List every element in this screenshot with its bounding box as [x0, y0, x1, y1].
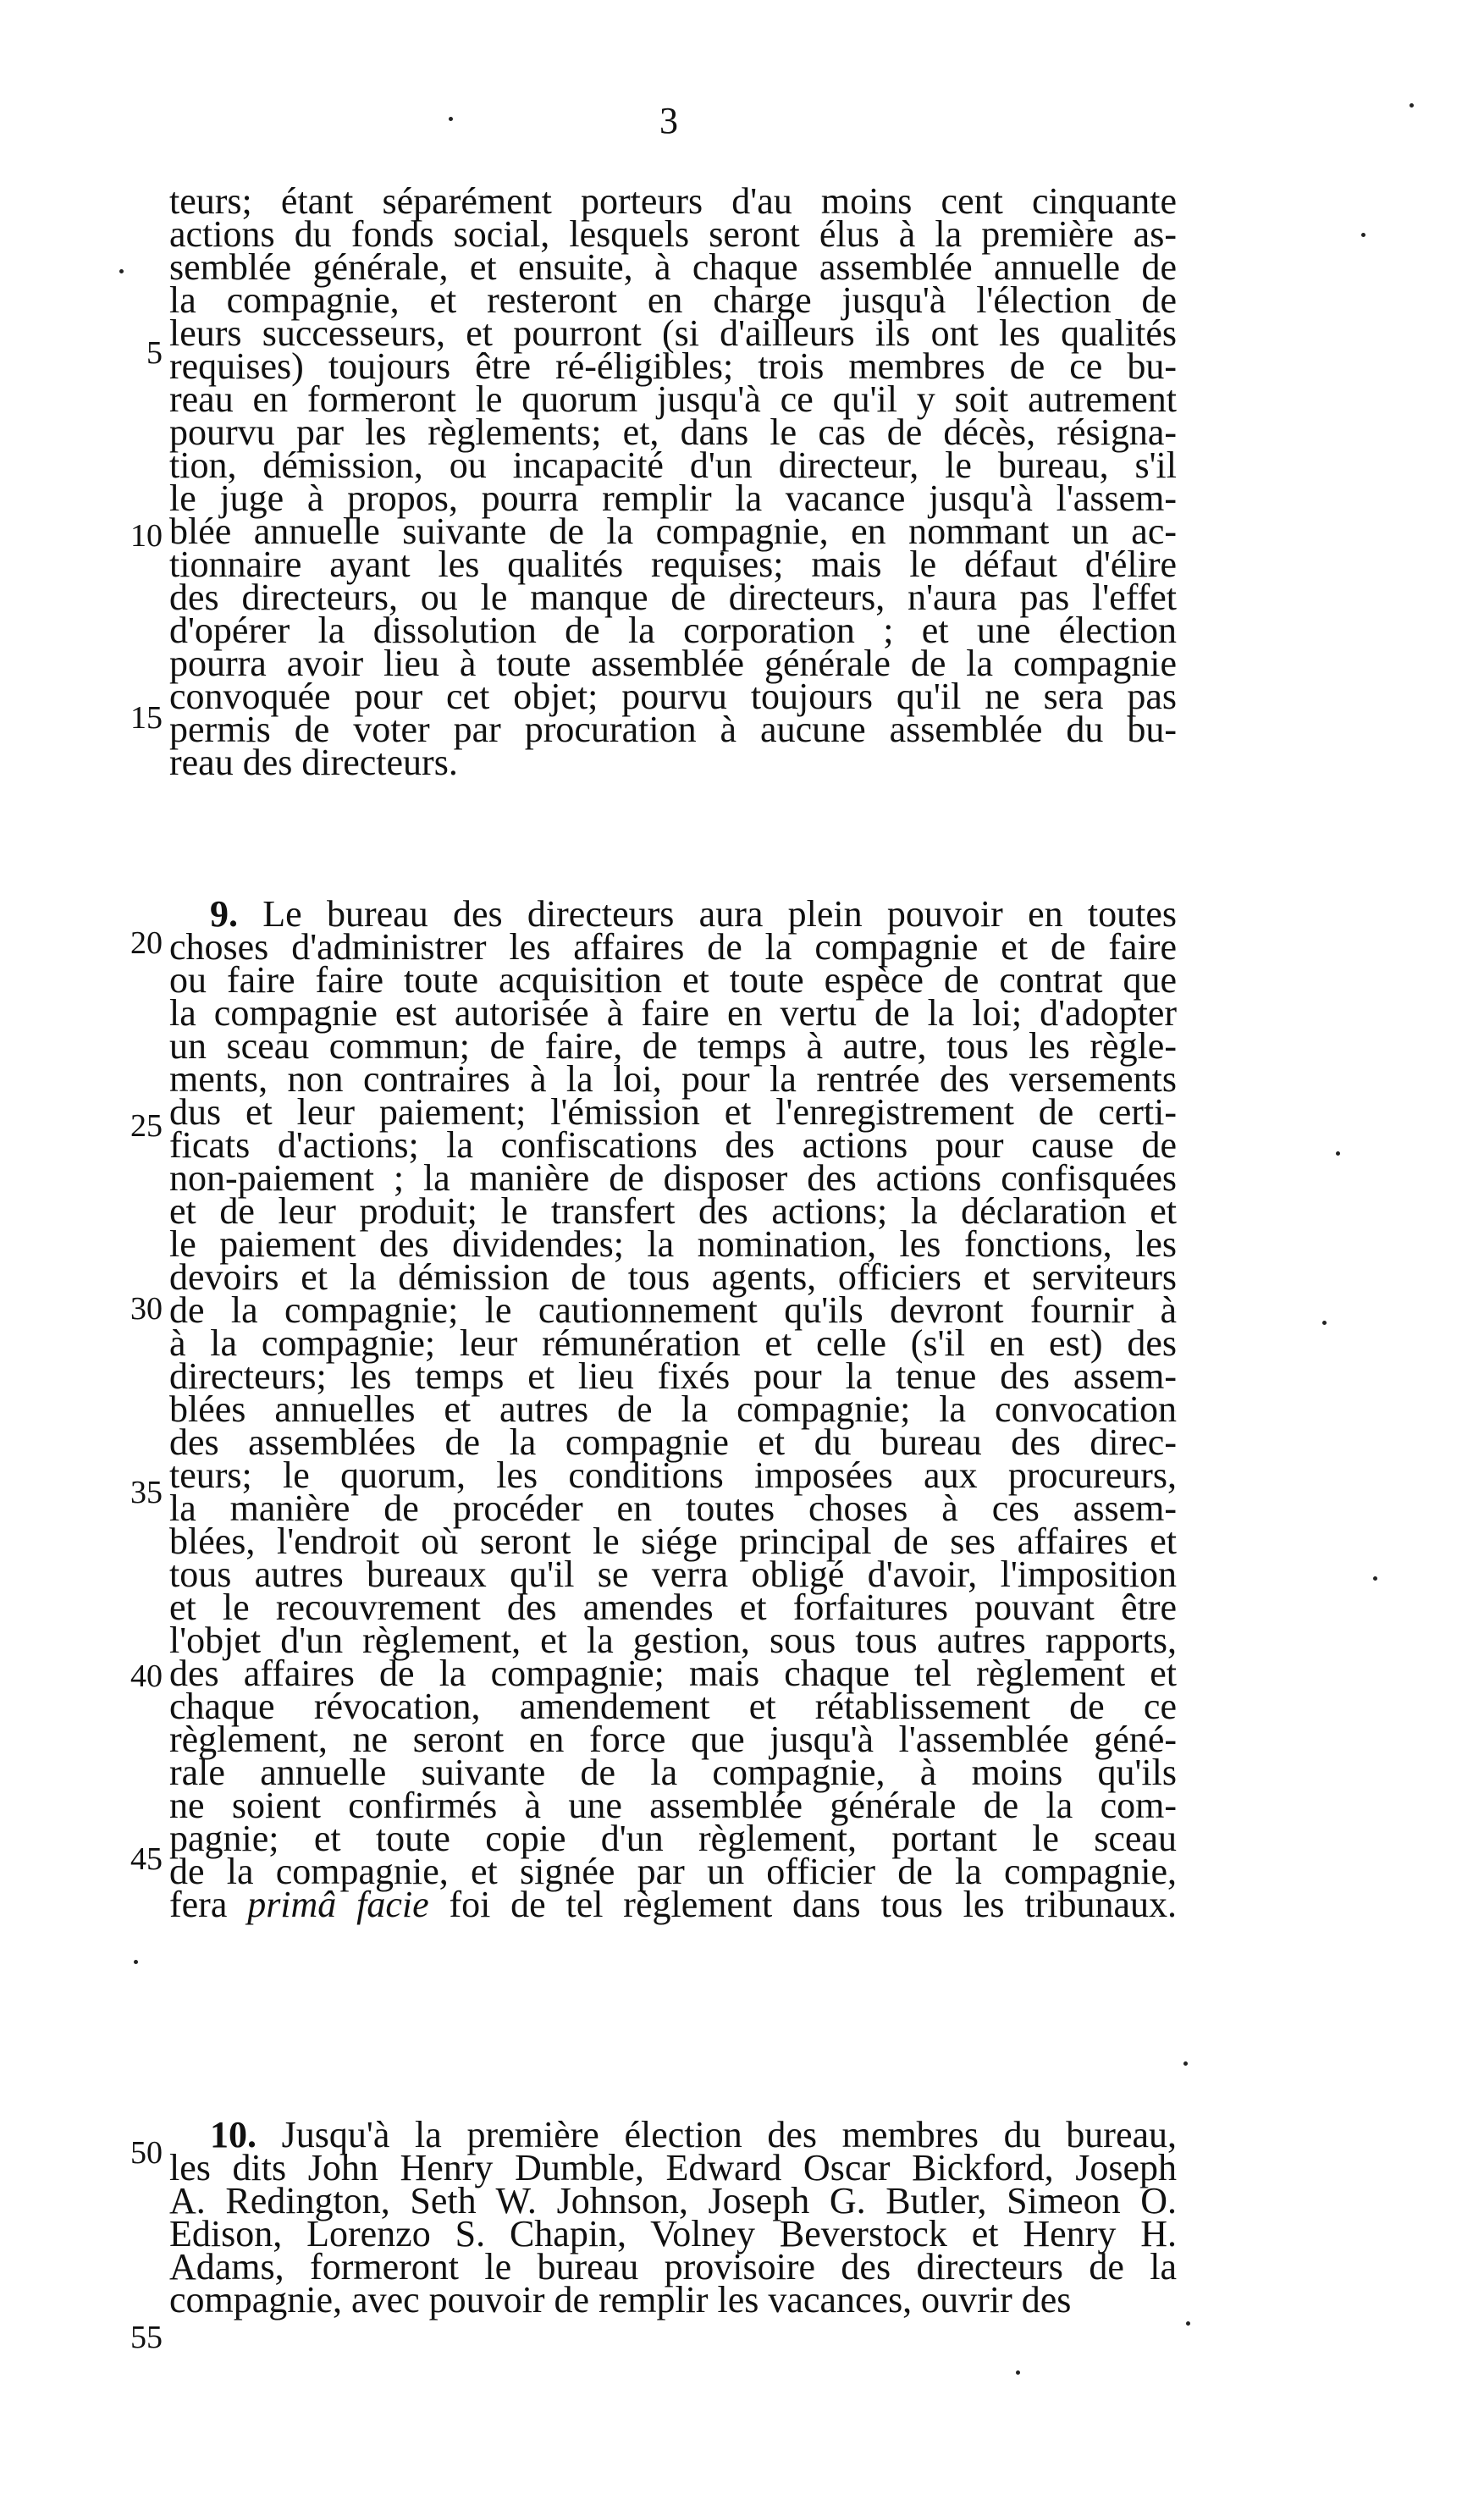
text-line: les dits John Henry Dumble, Edward Oscar Bickford, Joseph [169, 2147, 1177, 2188]
scan-speck [1410, 103, 1414, 108]
text-line: dus et leur paiement; l'émission et l'enregistrement de certi- [169, 1091, 1177, 1133]
text-line: blée annuelle suivante de la compagnie, en nommant un ac- [169, 510, 1177, 552]
scan-speck [119, 269, 124, 273]
line-number: 25 [130, 1108, 163, 1144]
text-line: Edison, Lorenzo S. Chapin, Volney Beverstock et Henry H. [169, 2213, 1177, 2254]
text-line: l'objet d'un règlement, et la gestion, sous tous autres rapports, [169, 1620, 1177, 1661]
line-text: foi de tel règlement dans tous les tribunaux. [428, 1884, 1177, 1925]
text-line: la compagnie est autorisée à faire en vertu de la loi; d'adopter [169, 992, 1177, 1034]
text-line: choses d'administrer les affaires de la compagnie et de faire [169, 926, 1177, 968]
text-line: ments, non contraires à la loi, pour la rentrée des versements [169, 1058, 1177, 1100]
line-number: 40 [130, 1658, 163, 1694]
text-line: blées, l'endroit où seront le siége principal de ses affaires et [169, 1520, 1177, 1562]
text-line: Adams, formeront le bureau provisoire des directeurs de la [169, 2246, 1177, 2287]
line-number: 15 [130, 700, 163, 736]
scan-speck [1373, 1576, 1377, 1581]
text-line: ou faire faire toute acquisition et toute espèce de contrat que [169, 959, 1177, 1001]
line-number: 5 [146, 335, 163, 371]
paragraph-section-9 [169, 893, 1178, 1925]
page-number: 3 [659, 100, 678, 141]
text-line: de la compagnie, et signée par un officier de la compagnie, [169, 1851, 1177, 1892]
text-line: chaque révocation, amendement et rétablissement de ce [169, 1686, 1177, 1727]
section-number: 9. [210, 893, 238, 935]
text-line: reau en formeront le quorum jusqu'à ce qu'il y soit autrement [169, 378, 1177, 420]
text-line: actions du fonds social, lesquels seront élus à la première as- [169, 213, 1177, 255]
text-line: d'opérer la dissolution de la corporation ; et une élection [169, 610, 1177, 651]
scan-speck [1322, 1321, 1327, 1325]
line-text: fera [169, 1884, 248, 1925]
scan-speck [1183, 2061, 1188, 2066]
text-line: le juge à propos, pourra remplir la vacance jusqu'à l'assem- [169, 477, 1177, 519]
text-line: pagnie; et toute copie d'un règlement, portant le sceau [169, 1818, 1177, 1859]
text-line: des affaires de la compagnie; mais chaque tel règlement et [169, 1653, 1177, 1694]
text-line: rale annuelle suivante de la compagnie, à moins qu'ils [169, 1752, 1177, 1793]
scan-speck [134, 1960, 138, 1964]
text-line [169, 1884, 1177, 1925]
text-line: leurs successeurs, et pourront (si d'ailleurs ils ont les qualités [169, 312, 1177, 354]
line-number: 10 [130, 518, 163, 554]
text-line: à la compagnie; leur rémunération et celle (s'il en est) des [169, 1322, 1177, 1364]
text-line: requises) toujours être ré-éligibles; trois membres de ce bu- [169, 345, 1177, 387]
scan-speck [1016, 2370, 1020, 2375]
text-line: des assemblées de la compagnie et du bureau des direc- [169, 1421, 1177, 1463]
text-line: devoirs et la démission de tous agents, officiers et serviteurs [169, 1256, 1177, 1298]
line-text: Le bureau des directeurs aura plein pouvoir en toutes [262, 893, 1178, 935]
text-line: pourra avoir lieu à toute assemblée générale de la compagnie [169, 643, 1177, 684]
line-text: Jusqu'à la première élection des membres du bureau, [281, 2114, 1177, 2155]
text-line: blées annuelles et autres de la compagnie; la convocation [169, 1388, 1177, 1430]
section-number: 10. [210, 2114, 257, 2155]
paragraph-section-10 [169, 2114, 1177, 2321]
text-line: et le recouvrement des amendes et forfaitures pouvant être [169, 1587, 1177, 1628]
italic-phrase: primâ facie [247, 1884, 429, 1925]
text-line: tionnaire ayant les qualités requises; mais le défaut d'élire [169, 544, 1177, 585]
scan-speck [1361, 233, 1365, 237]
text-line: semblée générale, et ensuite, à chaque assemblée annuelle de [169, 246, 1177, 288]
text-line: le paiement des dividendes; la nomination, les fonctions, les [169, 1223, 1177, 1265]
scan-speck [1186, 2321, 1190, 2326]
text-line: des directeurs, ou le manque de directeurs, n'aura pas l'effet [169, 577, 1177, 618]
scan-speck [1336, 1151, 1340, 1156]
line-number: 30 [130, 1291, 163, 1327]
text-line: teurs; étant séparément porteurs d'au moins cent cinquante [169, 180, 1177, 222]
line-number: 50 [130, 2135, 163, 2171]
text-line: tion, démission, ou incapacité d'un directeur, le bureau, s'il [169, 444, 1177, 486]
text-line: règlement, ne seront en force que jusqu'à l'assemblée géné- [169, 1719, 1177, 1760]
line-number: 55 [130, 2320, 163, 2355]
text-line: pourvu par les règlements; et, dans le cas de décès, résigna- [169, 411, 1177, 453]
text-line: reau des directeurs. [169, 742, 458, 783]
text-line: la manière de procéder en toutes choses à ces assem- [169, 1487, 1177, 1529]
text-line: ne soient confirmés à une assemblée générale de la com- [169, 1785, 1177, 1826]
text-line: tous autres bureaux qu'il se verra obligé d'avoir, l'imposition [169, 1554, 1177, 1595]
text-line: non-paiement ; la manière de disposer des actions confisquées [169, 1157, 1177, 1199]
text-line: ficats d'actions; la confiscations des actions pour cause de [169, 1124, 1177, 1166]
scan-speck [449, 117, 453, 121]
line-number: 35 [130, 1475, 163, 1510]
text-line: A. Redington, Seth W. Johnson, Joseph G. Butler, Simeon O. [169, 2180, 1177, 2221]
text-line: et de leur produit; le transfert des actions; la déclaration et [169, 1190, 1177, 1232]
text-line: de la compagnie; le cautionnement qu'ils devront fournir à [169, 1289, 1177, 1331]
text-line: teurs; le quorum, les conditions imposées aux procureurs, [169, 1454, 1177, 1496]
line-number: 20 [130, 925, 163, 961]
paragraph-1 [169, 180, 1177, 783]
text-line: un sceau commun; de faire, de temps à autre, tous les règle- [169, 1025, 1177, 1067]
text-line: la compagnie, et resteront en charge jusqu'à l'élection de [169, 279, 1177, 321]
text-line: convoquée pour cet objet; pourvu toujours qu'il ne sera pas [169, 676, 1177, 717]
line-number: 45 [130, 1841, 163, 1877]
text-line: permis de voter par procuration à aucune assemblée du bu- [169, 709, 1177, 750]
text-line: compagnie, avec pouvoir de remplir les vacances, ouvrir des [169, 2279, 1072, 2321]
text-line: directeurs; les temps et lieu fixés pour la tenue des assem- [169, 1355, 1177, 1397]
